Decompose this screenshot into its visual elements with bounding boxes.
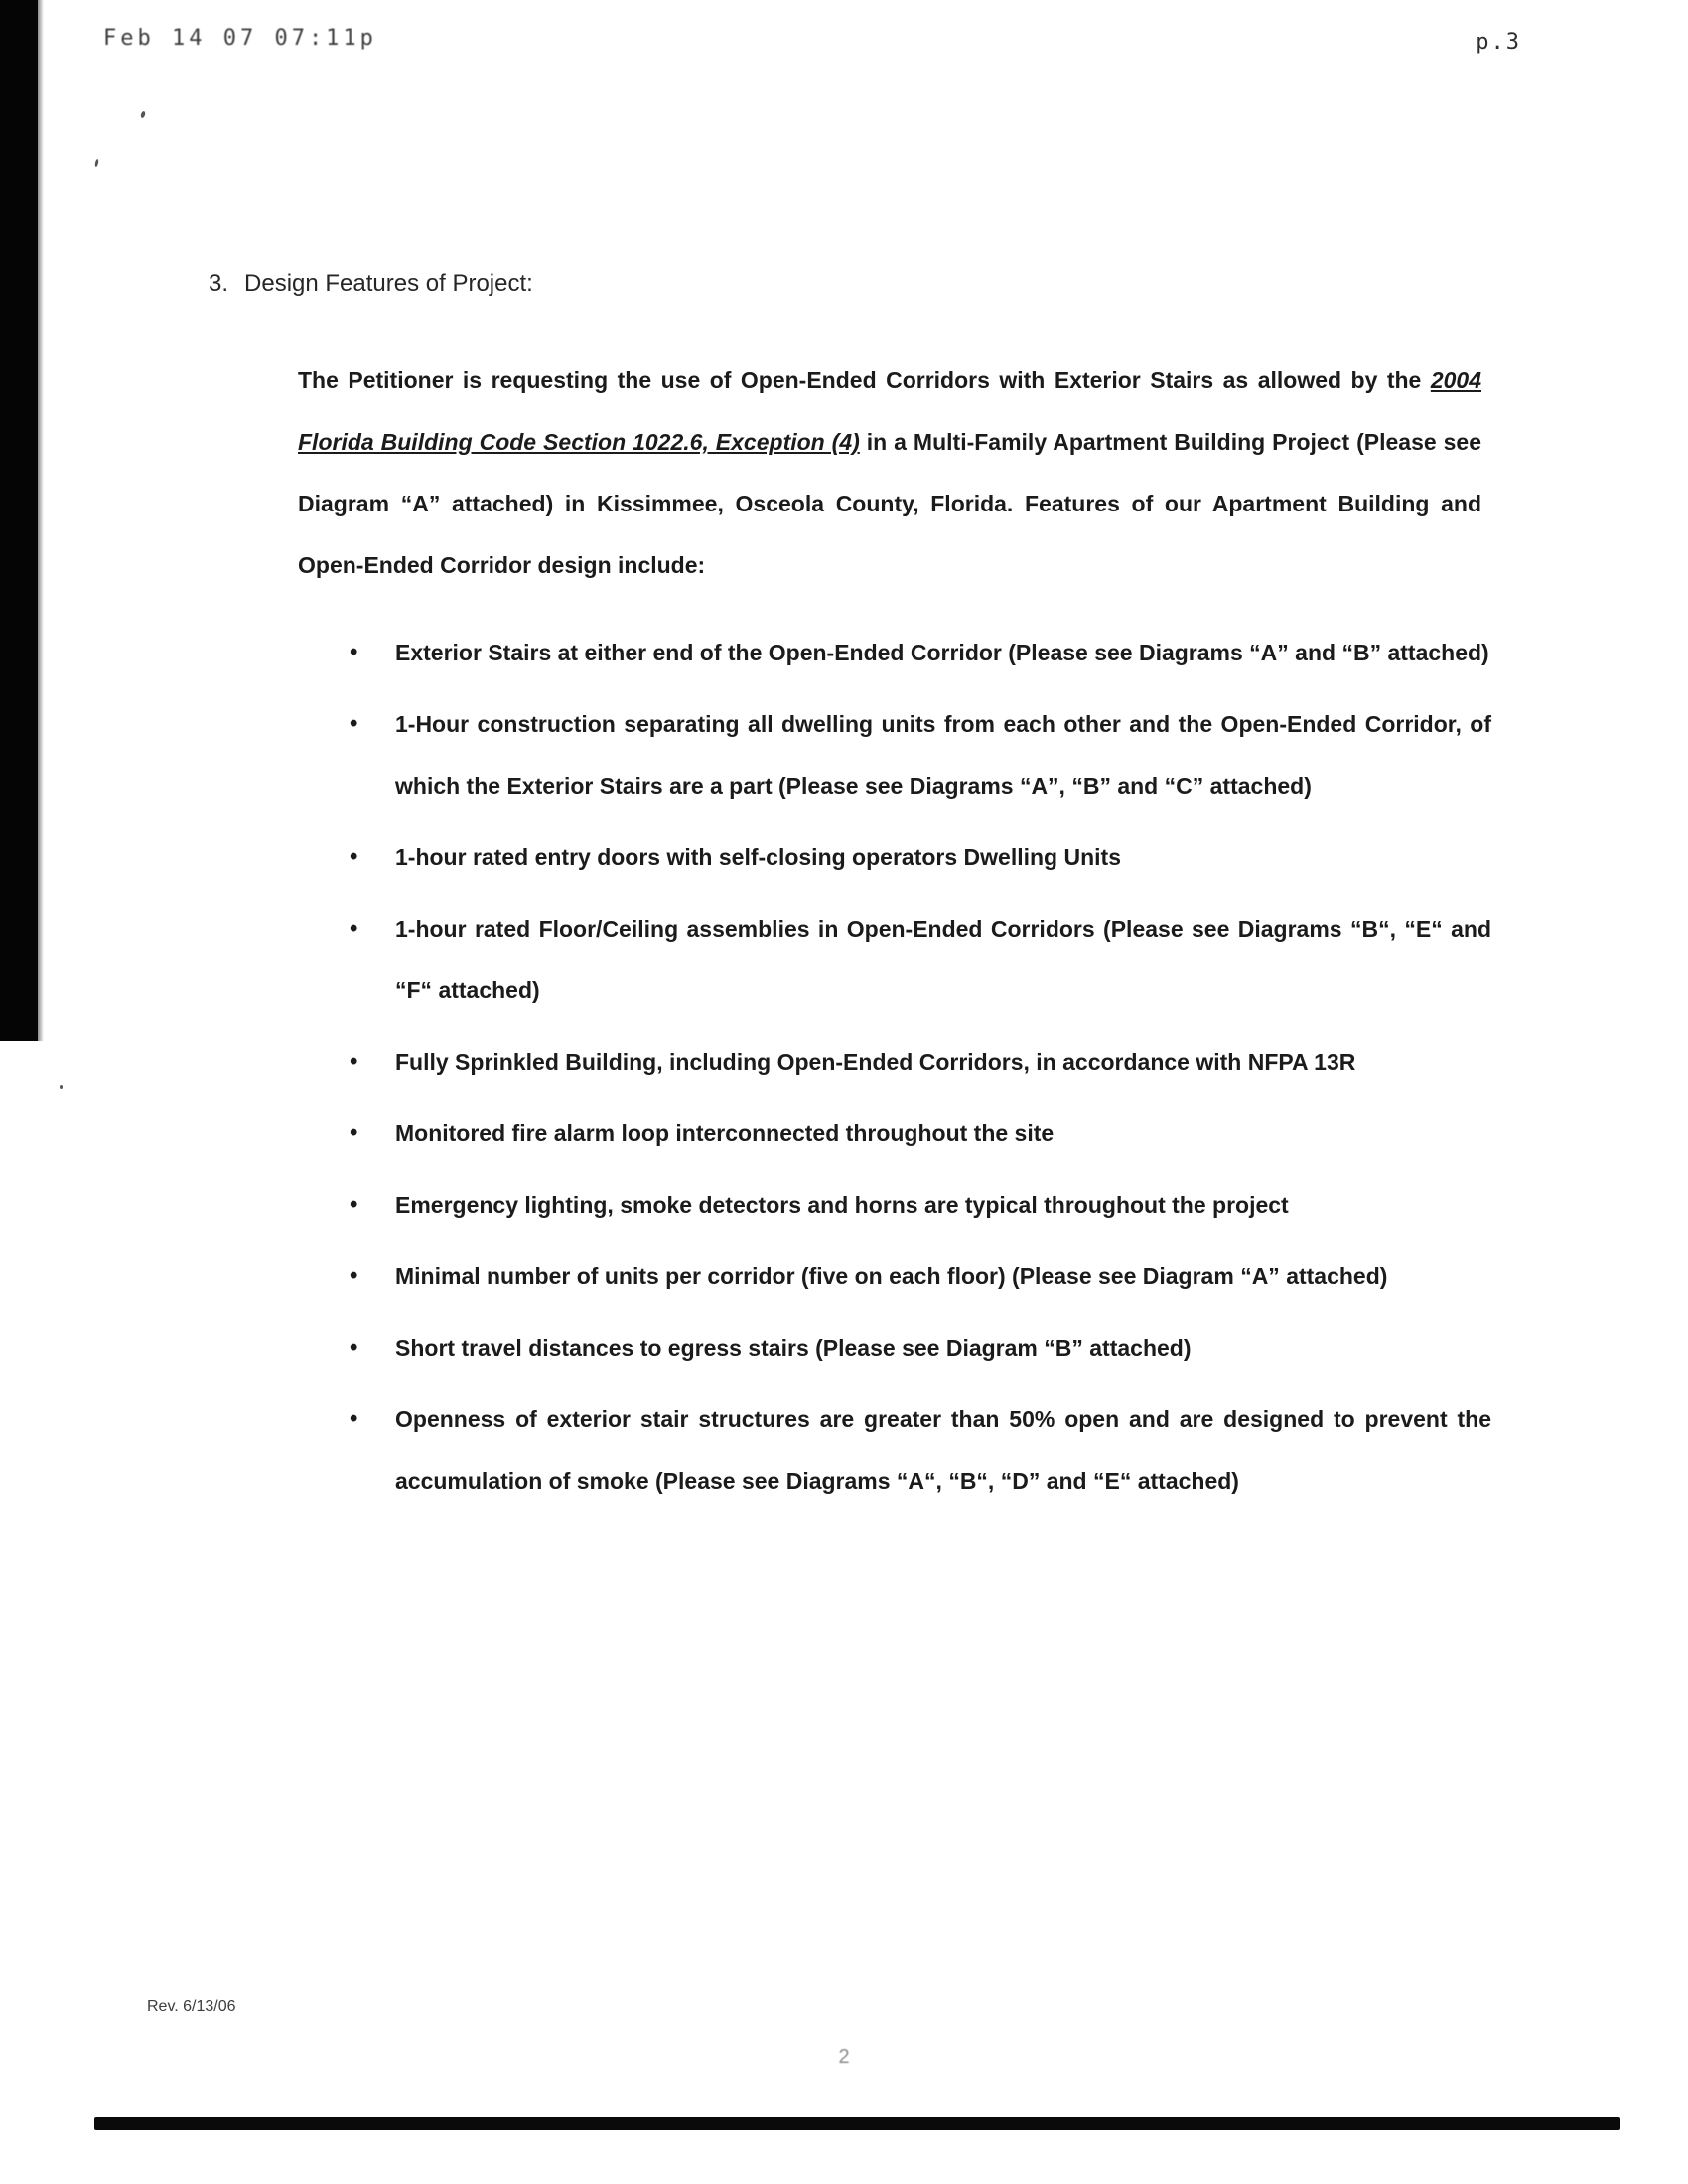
list-item: • 1-hour rated entry doors with self-closing operators Dwelling Units bbox=[338, 826, 1491, 888]
list-item: • Minimal number of units per corridor (five on each floor) (Please see Diagram “A” attached) bbox=[338, 1245, 1491, 1307]
list-item: • Emergency lighting, smoke detectors and horns are typical throughout the project bbox=[338, 1174, 1491, 1236]
intro-text-after: in a Multi-Family Apartment Building Project (Please see Diagram “A” attached) in Kissimmee, Osceola County, Florida. Features of our Apartment Building and Open-Ended Corridor design include: bbox=[298, 429, 1481, 578]
intro-text-before: The Petitioner is requesting the use of Open-Ended Corridors with Exterior Stairs as allowed by the bbox=[298, 367, 1431, 393]
feature-bullet-list bbox=[338, 622, 1491, 1512]
intro-paragraph bbox=[298, 350, 1481, 596]
fax-page-label: p.3 bbox=[1476, 30, 1521, 55]
scan-bottom-bar bbox=[94, 2117, 1620, 2130]
list-item: • Short travel distances to egress stairs (Please see Diagram “B” attached) bbox=[338, 1317, 1491, 1379]
list-item: • Openness of exterior stair structures are greater than 50% open and are designed to prevent the accumulation of smoke (Please see Diagrams “A“, “B“, “D” and “E“ attached) bbox=[338, 1388, 1491, 1512]
scan-artifact bbox=[94, 159, 99, 167]
revision-note: Rev. 6/13/06 bbox=[147, 1998, 236, 2015]
document-body bbox=[209, 270, 1494, 1522]
list-item: • 1-hour rated Floor/Ceiling assemblies in Open-Ended Corridors (Please see Diagrams “B“, “E“ and “F“ attached) bbox=[338, 898, 1491, 1021]
scan-artifact bbox=[60, 1085, 63, 1089]
section-number: 3. bbox=[209, 270, 229, 297]
list-item: • 1-Hour construction separating all dwelling units from each other and the Open-Ended Corridor, of which the Exterior Stairs are a part (Please see Diagrams “A”, “B” and “C” attached) bbox=[338, 693, 1491, 816]
scan-artifact bbox=[140, 111, 146, 119]
building-code-reference: 2004 Florida Building Code Section 1022.6, Exception (4) bbox=[298, 367, 1481, 455]
list-item: • Exterior Stairs at either end of the Open-Ended Corridor (Please see Diagrams “A” and “B” attached) bbox=[338, 622, 1491, 683]
section-title: Design Features of Project: bbox=[244, 270, 533, 297]
fax-timestamp: Feb 14 07 07:11p bbox=[103, 26, 377, 51]
list-item: • Fully Sprinkled Building, including Open-Ended Corridors, in accordance with NFPA 13R bbox=[338, 1031, 1491, 1092]
section-heading bbox=[209, 270, 1494, 298]
list-item: • Monitored fire alarm loop interconnected throughout the site bbox=[338, 1102, 1491, 1164]
page-number: 2 bbox=[838, 2046, 850, 2068]
scan-edge-bar bbox=[0, 0, 38, 1041]
